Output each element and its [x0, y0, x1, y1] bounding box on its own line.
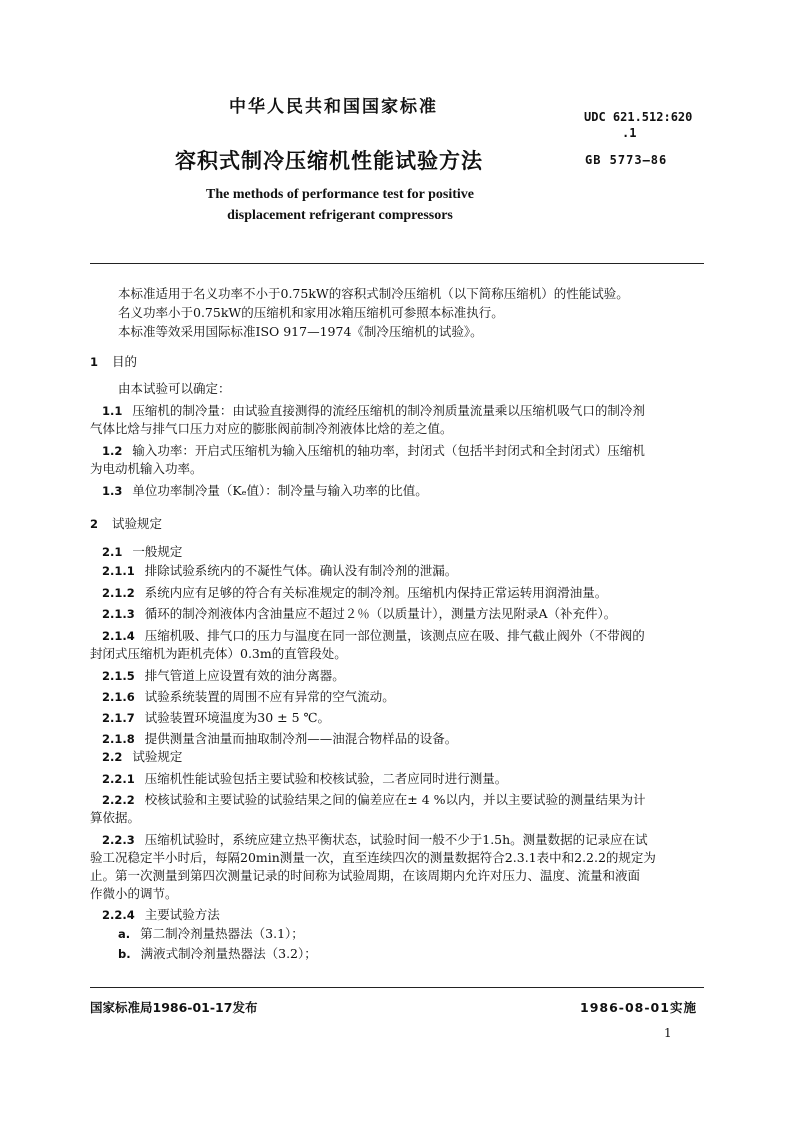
clause-1-1-continued: 气体比焓与排气口压力对应的膨胀阀前制冷剂液体比焓的差之值。 — [90, 421, 453, 436]
header-divider — [90, 263, 704, 264]
gb-standard-number: GB 5773—86 — [585, 153, 668, 167]
clause-2-1-5 — [102, 668, 345, 684]
clause-2-2-3 — [102, 832, 648, 848]
clause-text: 排除试验系统内的不凝性气体。确认没有制冷剂的泄漏。 — [144, 563, 458, 578]
clause-2-1-8 — [102, 731, 457, 747]
clause-text: 压缩机吸、排气口的压力与温度在同一部位测量，该测点应在吸、排气截止阀外（不带阀的 — [144, 628, 645, 643]
clause-number: 2.1.5 — [102, 669, 135, 683]
clause-2-2-3-line3: 止。第一次测量到第四次测量记录的时间称为试验周期，在该周期内允许对压力、温度、流量和液面 — [90, 868, 641, 883]
clause-number: 1.3 — [102, 484, 123, 498]
clause-text: 循环的制冷剂液体内含油量应不超过２％（以质量计），测量方法见附录A（补充件）。 — [144, 606, 617, 621]
document-title-english-line1: The methods of performance test for positive — [205, 187, 475, 202]
clause-2-1-1 — [102, 563, 457, 579]
clause-text: 试验装置环境温度为30 ± 5 ℃。 — [144, 710, 330, 725]
intro-paragraph-3: 本标准等效采用国际标准ISO 917—1974《制冷压缩机的试验》。 — [118, 324, 483, 339]
section-2-heading — [90, 514, 162, 532]
issue-date: 国家标准局1986-01-17发布 — [90, 1000, 258, 1015]
list-item-text: 满液式制冷剂量热器法（3.2）； — [140, 946, 317, 961]
clause-text: 单位功率制冷量（Kₑ值）：制冷量与输入功率的比值。 — [132, 483, 428, 498]
clause-1-2-continued: 为电动机输入功率。 — [90, 461, 203, 476]
clause-number: 1.1 — [102, 404, 123, 418]
clause-2-1-7 — [102, 710, 330, 726]
clause-number: 2.1 — [102, 545, 123, 559]
clause-text: 校核试验和主要试验的试验结果之间的偏差应在± 4 %以内，并以主要试验的测量结果为计 — [144, 792, 646, 807]
clause-text: 压缩机试验时，系统应建立热平衡状态，试验时间一般不少于1.5h。测量数据的记录应在试 — [144, 832, 648, 847]
section-1-number: 1 — [90, 355, 99, 369]
page-number: 1 — [664, 1026, 672, 1040]
clause-title: 试验规定 — [132, 749, 183, 764]
clause-2-2-4 — [102, 907, 220, 923]
clause-2-1-3 — [102, 606, 616, 622]
clause-number: 2.1.6 — [102, 690, 135, 704]
clause-1-1 — [102, 403, 645, 419]
document-title-chinese: 容积式制冷压缩机性能试验方法 — [175, 149, 483, 173]
clause-number: 1.2 — [102, 444, 123, 458]
clause-text: 输入功率：开启式压缩机为输入压缩机的轴功率，封闭式（包括半封闭式和全封闭式）压缩机 — [132, 443, 645, 458]
clause-title: 主要试验方法 — [144, 907, 220, 922]
list-item-label: a. — [118, 927, 131, 941]
clause-number: 2.1.7 — [102, 711, 135, 725]
clause-text: 提供测量含油量而抽取制冷剂——油混合物样品的设备。 — [144, 731, 458, 746]
list-item-b — [118, 946, 317, 962]
clause-number: 2.2.4 — [102, 908, 135, 922]
clause-number: 2.1.4 — [102, 629, 135, 643]
clause-2-1-6 — [102, 689, 395, 705]
clause-2-2-3-line4: 作微小的调节。 — [90, 886, 178, 901]
section-2-number: 2 — [90, 517, 99, 531]
section-1-lead: 由本试验可以确定： — [118, 381, 231, 396]
clause-2-2 — [102, 749, 182, 765]
issuing-nation-heading: 中华人民共和国国家标准 — [229, 97, 438, 117]
clause-2-2-2-continued: 算依据。 — [90, 810, 141, 825]
section-1-heading — [90, 352, 137, 370]
intro-paragraph-2: 名义功率小于0.75kW的压缩机和家用冰箱压缩机可参照本标准执行。 — [118, 305, 504, 320]
clause-number: 2.1.1 — [102, 564, 135, 578]
clause-1-2 — [102, 443, 645, 459]
clause-number: 2.2.2 — [102, 793, 135, 807]
clause-text: 试验系统装置的周围不应有异常的空气流动。 — [144, 689, 395, 704]
clause-2-2-2 — [102, 792, 646, 808]
document-title-english-line2: displacement refrigerant compressors — [227, 208, 453, 223]
udc-code: UDC 621.512:620 — [584, 110, 693, 124]
clause-2-1-4 — [102, 628, 645, 644]
clause-text: 系统内应有足够的符合有关标准规定的制冷剂。压缩机内保持正常运转用润滑油量。 — [144, 585, 608, 600]
clause-2-1 — [102, 544, 182, 560]
clause-number: 2.1.8 — [102, 732, 135, 746]
clause-2-2-1 — [102, 771, 507, 787]
clause-text: 排气管道上应设置有效的油分离器。 — [144, 668, 345, 683]
section-1-title: 目的 — [112, 354, 138, 369]
clause-title: 一般规定 — [132, 544, 183, 559]
intro-paragraph-1: 本标准适用于名义功率不小于0.75kW的容积式制冷压缩机（以下简称压缩机）的性能试验。 — [118, 286, 629, 301]
clause-text: 压缩机性能试验包括主要试验和校核试验，二者应同时进行测量。 — [144, 771, 508, 786]
clause-number: 2.2.3 — [102, 833, 135, 847]
clause-1-3 — [102, 483, 428, 499]
clause-2-2-3-line2: 验工况稳定半小时后，每隔20min测量一次，直至连续四次的测量数据符合2.3.1表中和2.2.2的规定为 — [90, 850, 656, 865]
clause-text: 压缩机的制冷量：由试验直接测得的流经压缩机的制冷剂质量流量乘以压缩机吸气口的制冷剂 — [132, 403, 645, 418]
list-item-text: 第二制冷剂量热器法（3.1）； — [140, 926, 304, 941]
udc-code-continued: .1 — [622, 126, 637, 140]
clause-2-1-4-continued: 封闭式压缩机为距机壳体）0.3m的直管段处。 — [90, 646, 347, 661]
clause-number: 2.1.3 — [102, 607, 135, 621]
section-2-title: 试验规定 — [112, 516, 163, 531]
clause-number: 2.1.2 — [102, 586, 135, 600]
clause-2-1-2 — [102, 585, 607, 601]
clause-number: 2.2.1 — [102, 772, 135, 786]
clause-number: 2.2 — [102, 750, 123, 764]
list-item-label: b. — [118, 947, 131, 961]
list-item-a — [118, 926, 304, 942]
footer-divider — [90, 987, 704, 988]
effective-date: 1986-08-01实施 — [580, 1000, 697, 1015]
